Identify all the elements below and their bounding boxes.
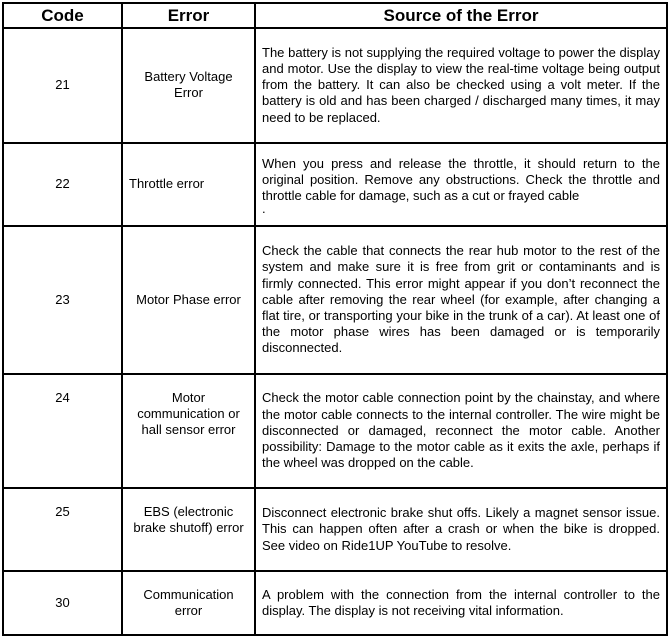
error-cell: Battery Voltage Error bbox=[122, 28, 255, 143]
code-cell: 25 bbox=[3, 488, 122, 570]
header-source: Source of the Error bbox=[255, 3, 667, 28]
table-row bbox=[3, 143, 667, 226]
code-cell: 22 bbox=[3, 143, 122, 226]
header-error: Error bbox=[122, 3, 255, 28]
source-cell: Check the motor cable connection point by the chainstay, and where the motor cable connects to the internal controller. The wire might be disconnected or damaged, reconnect the motor cable. Another possibility: Damage to the motor cable as it exits the axle, perhaps if the wheel was dropped on the cable. bbox=[255, 374, 667, 489]
table-row bbox=[3, 28, 667, 143]
code-cell: 21 bbox=[3, 28, 122, 143]
header-row bbox=[3, 3, 667, 28]
source-cell: Disconnect electronic brake shut offs. Likely a magnet sensor issue. This can happen often after a crash or when the bike is dropped. See video on Ride1UP YouTube to resolve. bbox=[255, 488, 667, 570]
source-cell: The battery is not supplying the required voltage to power the display and motor. Use the display to view the real-time voltage being output from the battery. It can also be checked using a volt meter. If the battery is old and has been charged / discharged many times, it may need to be replaced. bbox=[255, 28, 667, 143]
source-cell bbox=[255, 143, 667, 226]
error-cell: Communication error bbox=[122, 571, 255, 635]
error-cell: Throttle error bbox=[122, 143, 255, 226]
header-code: Code bbox=[3, 3, 122, 28]
error-cell: Motor communication or hall sensor error bbox=[122, 374, 255, 489]
code-cell: 24 bbox=[3, 374, 122, 489]
error-code-table bbox=[2, 2, 668, 636]
source-trailing-mark: . bbox=[262, 200, 266, 216]
code-cell: 30 bbox=[3, 571, 122, 635]
table-row bbox=[3, 374, 667, 489]
error-cell: EBS (electronic brake shutoff) error bbox=[122, 488, 255, 570]
table-row bbox=[3, 488, 667, 570]
table-row bbox=[3, 226, 667, 374]
table-row bbox=[3, 571, 667, 635]
source-text: When you press and release the throttle, it should return to the original position. Remove any obstructions. Check the throttle and throttle cable for damage, such as a cut or frayed cable bbox=[262, 155, 660, 204]
code-cell: 23 bbox=[3, 226, 122, 374]
source-cell: A problem with the connection from the internal controller to the display. The display is not receiving vital information. bbox=[255, 571, 667, 635]
error-cell: Motor Phase error bbox=[122, 226, 255, 374]
source-cell: Check the cable that connects the rear hub motor to the rest of the system and make sure it is free from grit or contaminants and is firmly connected. This error might appear if you don’t reconnect the cable after removing the rear wheel (for example, after changing a flat tire, or transporting your bike in the trunk of a car). At least one of the motor phase wires has been damaged or is temporarily disconnected. bbox=[255, 226, 667, 374]
